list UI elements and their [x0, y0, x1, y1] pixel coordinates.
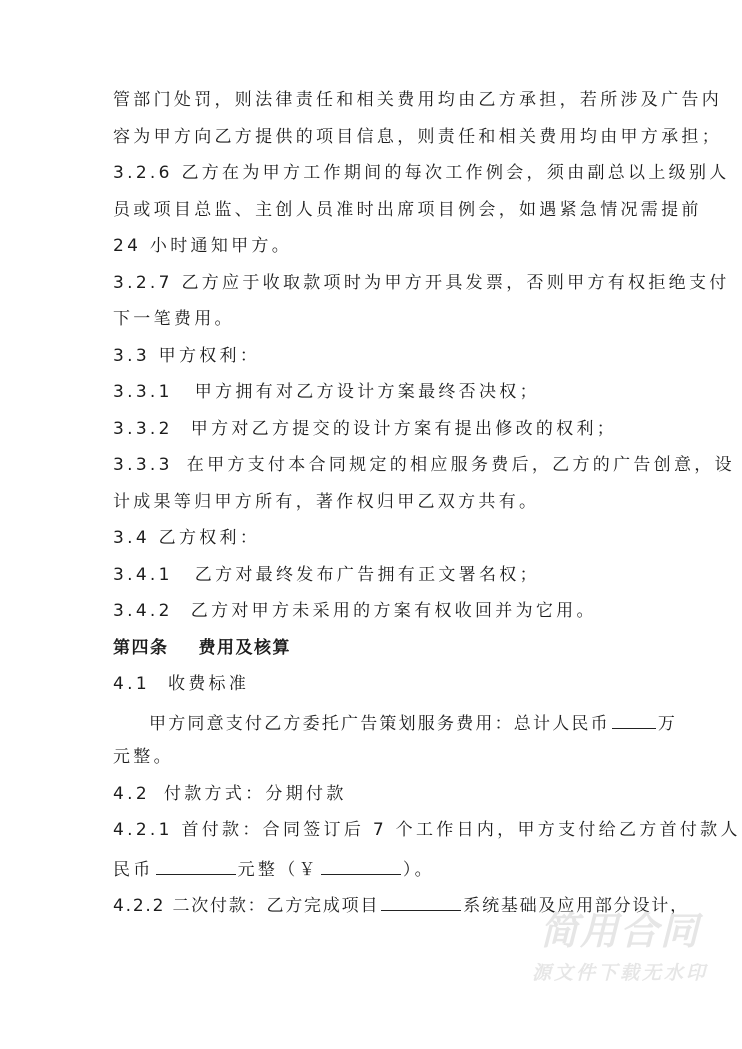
watermark [520, 908, 720, 986]
clause-number: 3.3.2 [113, 419, 173, 439]
paragraph-line: 下一笔费用。 [113, 309, 235, 329]
fee-paragraph [149, 710, 678, 735]
clause-text: 乙方对甲方未采用的方案有权收回并为它用。 [190, 601, 597, 621]
clause-3-3-3 [113, 454, 735, 476]
clause-number: 3.3.1 [113, 382, 173, 402]
clause-4-2-2 [113, 892, 689, 917]
second-payment-text-after: 系统基础及应用部分设计， [463, 896, 689, 916]
clause-number: 4.1 [113, 674, 150, 694]
clause-3-3-1 [113, 381, 633, 403]
clause-3-4-1 [113, 564, 633, 586]
paragraph-line: 元整。 [113, 747, 174, 767]
clause-number: 4.2 [113, 784, 150, 804]
clause-4-1 [113, 673, 633, 695]
watermark-subtitle: 源文件下载无水印 [531, 962, 708, 984]
watermark-title: 简用合同 [539, 909, 700, 953]
down-payment-line [113, 856, 633, 881]
clause-text: 收费标准 [167, 674, 250, 694]
down-payment-close: ）。 [402, 860, 435, 880]
project-name-blank[interactable] [381, 892, 461, 911]
article-4-heading [113, 637, 633, 659]
total-amount-blank[interactable] [612, 710, 656, 729]
clause-text: 乙方对最终发布广告拥有正文署名权； [194, 565, 540, 585]
down-payment-text: 民币 [113, 860, 154, 880]
paragraph-line: 员或项目总监、主创人员准时出席项目例会，如遇紧急情况需提前 [113, 200, 702, 220]
clause-4-2 [113, 783, 633, 805]
fee-unit: 万 [657, 714, 678, 734]
clause-text: 在甲方支付本合同规定的相应服务费后，乙方的广告创意，设 [186, 455, 735, 475]
clause-number: 3.3.3 [113, 455, 173, 475]
clause-text: 甲方对乙方提交的设计方案有提出修改的权利； [190, 419, 618, 439]
clause-text: 付款方式：分期付款 [163, 784, 347, 804]
article-title: 费用及核算 [198, 638, 291, 658]
clause-number: 3.4.1 [113, 565, 173, 585]
clause-3-2-6: 3.2.6 乙方在为甲方工作期间的每次工作例会，须由副总以上级别人 [113, 163, 730, 183]
clause-4-2-1: 4.2.1 首付款：合同签订后 7 个工作日内，甲方支付给乙方首付款人 [113, 820, 741, 840]
down-payment-yuan-blank[interactable] [321, 856, 401, 875]
paragraph-line: 计成果等归甲方所有，著作权归甲乙双方共有。 [113, 492, 540, 512]
second-payment-text: 4.2.2 二次付款：乙方完成项目 [113, 896, 380, 916]
down-payment-text-mid: 元整（￥ [237, 860, 319, 880]
section-3-4-title: 3.4 乙方权利： [113, 528, 261, 548]
paragraph-line: 24 小时通知甲方。 [113, 236, 293, 256]
paragraph-line: 容为甲方向乙方提供的项目信息，则责任和相关费用均由甲方承担； [113, 127, 722, 147]
clause-3-3-2 [113, 418, 633, 440]
section-3-3-title: 3.3 甲方权利： [113, 346, 261, 366]
clause-number: 3.4.2 [113, 601, 173, 621]
fee-text: 甲方同意支付乙方委托广告策划服务费用：总计人民币 [149, 714, 610, 734]
clause-3-4-2 [113, 600, 633, 622]
clause-3-2-7: 3.2.7 乙方应于收取款项时为甲方开具发票，否则甲方有权拒绝支付 [113, 273, 730, 293]
article-number: 第四条 [113, 638, 169, 658]
paragraph-line: 管部门处罚，则法律责任和相关费用均由乙方承担，若所涉及广告内 [113, 90, 722, 110]
down-payment-amount-blank[interactable] [156, 856, 236, 875]
clause-text: 甲方拥有对乙方设计方案最终否决权； [194, 382, 540, 402]
